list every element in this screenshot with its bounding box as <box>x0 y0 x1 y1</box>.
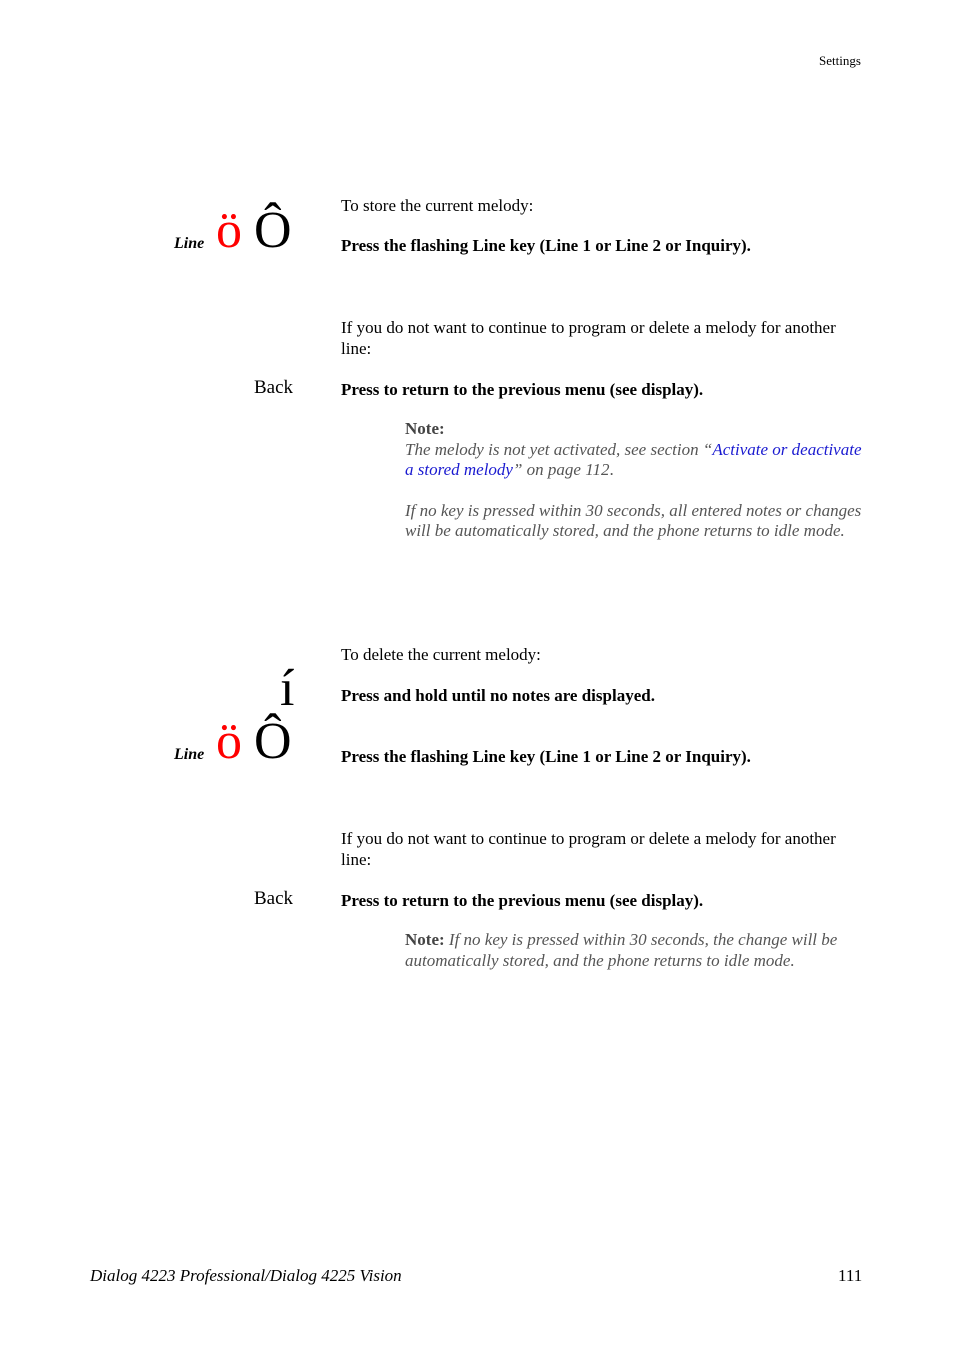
continue-intro-2: If you do not want to continue to program or delete a melody for another line: <box>341 829 836 869</box>
line-key-label: Line <box>174 235 205 252</box>
back-instruction-2: Press to return to the previous menu (see display). <box>341 891 704 910</box>
note-activation-post: ” on page 112 <box>512 460 610 479</box>
delete-intro: To delete the current melody: <box>341 645 541 664</box>
back-key-label[interactable]: Back <box>254 377 294 398</box>
note-title-2: Note: <box>405 930 445 949</box>
store-intro: To store the current melody: <box>341 196 534 215</box>
header-section-title: Settings <box>819 53 861 68</box>
delete-hold-instruction: Press and hold until no notes are displayed. <box>341 686 655 705</box>
note-title: Note: <box>405 419 445 438</box>
line-key-icon[interactable]: Ô <box>254 202 292 259</box>
line-key-indicator-icon-2: ö <box>216 713 242 770</box>
continue-intro: If you do not want to continue to program or delete a melody for another line: <box>341 318 836 358</box>
note-activation <box>405 440 865 481</box>
footer-title: Dialog 4223 Professional/Dialog 4225 Vision <box>90 1266 402 1285</box>
note-box-2 <box>405 930 865 971</box>
store-instruction: Press the flashing Line key (Line 1 or Line 2 or Inquiry). <box>341 236 751 255</box>
activate-melody-link[interactable]: Activate or deactivate a stored melody <box>405 439 862 479</box>
note-activation-end: . <box>609 460 614 479</box>
line-key-icon-2[interactable]: Ô <box>254 713 292 770</box>
back-instruction: Press to return to the previous menu (see display). <box>341 380 704 399</box>
page-number: 111 <box>838 1266 863 1285</box>
back-key-label-2[interactable]: Back <box>254 888 294 909</box>
note-timeout-2: If no key is pressed within 30 seconds, the change will be automatically stored, and the phone returns to idle mode. <box>405 930 838 970</box>
line-key-indicator-icon: ö <box>216 202 242 259</box>
delete-line-instruction: Press the flashing Line key (Line 1 or Line 2 or Inquiry). <box>341 747 751 766</box>
line-key-label-2: Line <box>174 746 205 763</box>
note-activation-pre: The melody is not yet activated, see section “ <box>405 439 713 459</box>
note-timeout: If no key is pressed within 30 seconds, all entered notes or changes will be automatically stored, and the phone returns to idle mode. <box>405 500 862 540</box>
note-box <box>405 419 865 542</box>
clear-key-icon[interactable]: í <box>280 660 295 717</box>
